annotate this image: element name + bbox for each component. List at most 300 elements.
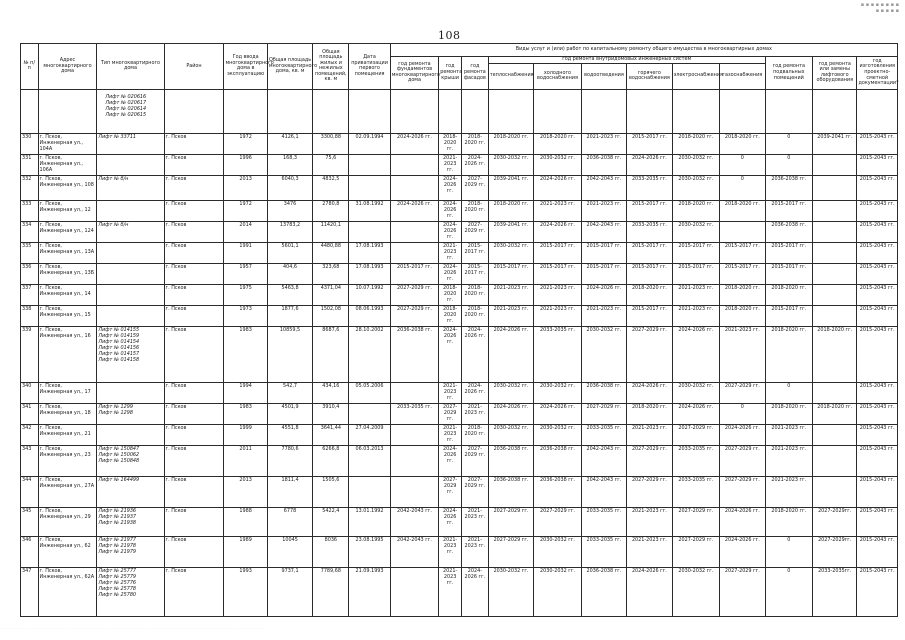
row-sewerage: 2042-2043 гг.	[581, 221, 626, 242]
row-district: г. Псков	[164, 327, 224, 383]
row-lift-list	[97, 263, 164, 284]
row-design-docs: 2015-2043 гг.	[857, 306, 898, 327]
row-address: г. Псков, Инженерная ул., 29	[38, 508, 97, 537]
row-basement: 0	[765, 155, 813, 176]
row-cold-water: 2024-2026 гг.	[534, 221, 582, 242]
header-living-area: Общая площадь жилых и нежилых помещений, кв. м	[313, 44, 349, 90]
row-design-docs: 2015-2043 гг.	[857, 445, 898, 476]
row-design-docs: 2015-2043 гг.	[857, 155, 898, 176]
row-number: 346	[21, 536, 39, 567]
row-year: 1994	[224, 382, 267, 403]
row-privatization-date: 06.03.2013	[349, 445, 390, 476]
row-number: 345	[21, 508, 39, 537]
row-fund-repair	[390, 221, 439, 242]
row-year: 1973	[224, 306, 267, 327]
row-lift-list	[97, 327, 164, 383]
row-facade: 2027-2029 гг.	[461, 477, 488, 508]
row-district: г. Псков	[164, 382, 224, 403]
row-fund-repair: 2036-2038 гг.	[390, 327, 439, 383]
row-district: г. Псков	[164, 568, 224, 617]
row-living-area: 4480,88	[313, 242, 349, 263]
row-heating: 2015-2017 гг.	[488, 263, 533, 284]
row-cold-water: 2021-2023 гг.	[534, 200, 582, 221]
table-row	[21, 327, 898, 383]
table-row	[21, 200, 898, 221]
row-living-area: 3641,44	[313, 424, 349, 445]
row-address: г. Псков, Инженерная ул., 108	[38, 176, 97, 200]
row-gas: 0	[720, 176, 765, 200]
row-fund-repair: 2042-2043 гг.	[390, 508, 439, 537]
row-hot-water: 2021-2023 гг.	[627, 424, 672, 445]
row-heating: 2036-2038 гг.	[488, 477, 533, 508]
row-total-area: 1811,4	[267, 477, 312, 508]
row-facade: 2027-2029 гг.	[461, 176, 488, 200]
row-sewerage: 2042-2043 гг.	[581, 445, 626, 476]
row-facade: 2015-2017 гг.	[461, 242, 488, 263]
row-heating: 2030-2032 гг.	[488, 155, 533, 176]
lift-item: Лифт № 150848	[98, 457, 140, 464]
row-gas: 2021-2023 гг.	[720, 327, 765, 383]
row-lift-list	[97, 221, 164, 242]
row-fund-repair	[390, 382, 439, 403]
row-cold-water: 2033-2035 гг.	[534, 327, 582, 383]
row-hot-water: 2027-2029 гг.	[627, 445, 672, 476]
row-district: г. Псков	[164, 284, 224, 305]
row-sewerage: 2021-2023 гг.	[581, 134, 626, 155]
row-address: г. Псков, Инженерная ул., 16	[38, 327, 97, 383]
header-hot-water: горячего водоснабжения	[627, 63, 672, 89]
row-total-area: 13783,2	[267, 221, 312, 242]
row-elevator	[813, 242, 857, 263]
row-cold-water: 2015-2017 гг.	[534, 263, 582, 284]
header-type: Тип многоквартирного дома	[97, 44, 164, 90]
row-sewerage: 2015-2017 гг.	[581, 242, 626, 263]
row-facade: 2015-2017 гг.	[461, 263, 488, 284]
header-fund-repair: год ремонта фундаментов многоквартирного дома	[390, 57, 439, 90]
row-total-area: 9737,1	[267, 568, 312, 617]
row-lift-list	[97, 477, 164, 508]
row-number: 338	[21, 306, 39, 327]
row-living-area: 8687,6	[313, 327, 349, 383]
row-year: 1991	[224, 242, 267, 263]
row-lift-list	[97, 508, 164, 537]
row-roof: 2024-2026 гг.	[439, 327, 462, 383]
row-electricity: 2030-2032 гг.	[672, 221, 720, 242]
row-cold-water: 2030-2032 гг.	[534, 568, 582, 617]
row-privatization-date: 28.10.2002	[349, 327, 390, 383]
row-total-area: 10859,5	[267, 327, 312, 383]
row-roof: 2018-2020 гг.	[439, 134, 462, 155]
row-sewerage: 2030-2032 гг.	[581, 327, 626, 383]
table-row	[21, 508, 898, 537]
row-electricity: 2021-2023 гг.	[672, 284, 720, 305]
row-year: 1983	[224, 327, 267, 383]
row-number: 343	[21, 445, 39, 476]
row-roof: 2018-2020 гг.	[439, 306, 462, 327]
row-elevator	[813, 200, 857, 221]
row-number: 347	[21, 568, 39, 617]
row-roof: 2021-2023 гг.	[439, 536, 462, 567]
row-lift-list	[97, 403, 164, 424]
lift-item: Лифт № 1298	[98, 409, 133, 416]
row-sewerage: 2024-2026 гг.	[581, 284, 626, 305]
row-total-area: 4126,1	[267, 134, 312, 155]
row-address: г. Псков, Инженерная ул., 17	[38, 382, 97, 403]
row-number: 344	[21, 477, 39, 508]
row-fund-repair: 2024-2026 гг.	[390, 200, 439, 221]
row-living-area: 6266,8	[313, 445, 349, 476]
row-fund-repair: 2042-2043 гг.	[390, 536, 439, 567]
row-heating: 2027-2029 гг.	[488, 536, 533, 567]
row-heating: 2039-2041 гг.	[488, 176, 533, 200]
row-hot-water: 2033-2035 гг.	[627, 221, 672, 242]
row-hot-water: 2027-2029 гг.	[627, 477, 672, 508]
row-fund-repair	[390, 155, 439, 176]
row-cold-water: 2021-2023 гг.	[534, 284, 582, 305]
row-address: г. Псков, Инженерная ул., 27А	[38, 477, 97, 508]
lift-item: Лифт № 25776	[98, 580, 137, 587]
row-sewerage: 2042-2043 гг.	[581, 477, 626, 508]
row-electricity: 2018-2020 гг.	[672, 200, 720, 221]
row-basement: 2015-2017 гг.	[765, 306, 813, 327]
lift-item: Лифт № 21938	[98, 520, 137, 527]
row-basement: 2018-2020 гг.	[765, 327, 813, 383]
row-gas: 2018-2020 гг.	[720, 134, 765, 155]
row-elevator	[813, 221, 857, 242]
row-heating: 2030-2032 гг.	[488, 568, 533, 617]
row-cold-water: 2027-2029 гг.	[534, 508, 582, 537]
row-fund-repair: 2027-2029 гг.	[390, 306, 439, 327]
row-district: г. Псков	[164, 155, 224, 176]
row-facade: 2021-2023 гг.	[461, 403, 488, 424]
lift-item: Лифт № 014154	[98, 339, 140, 346]
row-electricity: 2030-2032 гг.	[672, 568, 720, 617]
row-heating: 2039-2041 гг.	[488, 221, 533, 242]
row-total-area: 542,7	[267, 382, 312, 403]
row-address: г. Псков, Инженерная ул., 21	[38, 424, 97, 445]
row-cold-water: 2030-2032 гг.	[534, 536, 582, 567]
row-address: г. Псков, Инженерная ул., 124	[38, 221, 97, 242]
lift-item: Лифт № 33711	[98, 134, 137, 140]
row-roof: 2021-2023 гг.	[439, 424, 462, 445]
row-privatization-date: 13.01.1992	[349, 508, 390, 537]
row-facade: 2027-2029 гг.	[461, 445, 488, 476]
row-heating: 2030-2032 гг.	[488, 424, 533, 445]
row-lift-list	[97, 200, 164, 221]
row-fund-repair: 2024-2026 гг.	[390, 134, 439, 155]
row-cold-water: 2021-2023 гг.	[534, 306, 582, 327]
row-design-docs: 2015-2043 гг.	[857, 284, 898, 305]
row-address: г. Псков, Инженерная ул., 14	[38, 284, 97, 305]
row-basement: 2018-2020 гг.	[765, 403, 813, 424]
row-lift-list	[97, 176, 164, 200]
row-roof: 2024-2026 гг.	[439, 176, 462, 200]
lift-item: Лифт № 150847	[98, 445, 140, 452]
row-electricity: 2024-2026 гг.	[672, 327, 720, 383]
row-year: 1975	[224, 284, 267, 305]
row-electricity: 2027-2029 гг.	[672, 536, 720, 567]
row-hot-water: 2024-2026 гг.	[627, 568, 672, 617]
row-living-area: 4371,04	[313, 284, 349, 305]
lift-item: Лифт № 014157	[98, 351, 140, 358]
row-fund-repair	[390, 477, 439, 508]
row-fund-repair	[390, 242, 439, 263]
header-district: Район	[164, 44, 224, 90]
row-electricity: 2021-2023 гг.	[672, 306, 720, 327]
row-privatization-date: 17.08.1993	[349, 242, 390, 263]
row-year: 1988	[224, 508, 267, 537]
header-systems-group: год ремонта внутридомовых инженерных систем	[488, 57, 765, 64]
row-basement: 2015-2017 гг.	[765, 200, 813, 221]
lift-item: Лифт № 21977	[98, 536, 137, 543]
row-heating: 2030-2032 гг.	[488, 382, 533, 403]
row-privatization-date: 05.05.2006	[349, 382, 390, 403]
row-privatization-date: 10.07.1992	[349, 284, 390, 305]
row-elevator	[813, 155, 857, 176]
header-elevator: год ремонта или замены лифтового оборудования	[813, 57, 857, 90]
row-address: г. Псков, Инженерная ул., 62А	[38, 568, 97, 617]
row-heating: 2021-2023 гг.	[488, 306, 533, 327]
row-facade: 2021-2023 гг.	[461, 536, 488, 567]
row-cold-water: 2036-2038 гг.	[534, 445, 582, 476]
table-row	[21, 424, 898, 445]
table-row	[21, 176, 898, 200]
row-number: 340	[21, 382, 39, 403]
header-basement: год ремонта подвальных помещений	[765, 57, 813, 90]
lift-item: Лифт № 21979	[98, 548, 137, 555]
row-heating: 2036-2038 гг.	[488, 445, 533, 476]
row-lift-list	[97, 568, 164, 617]
table-row	[21, 306, 898, 327]
row-year: 1972	[224, 134, 267, 155]
corner-stamp: ▪ ▪ ▪ ▪ ▪ ▪ ▪ ▪ ▪ ▪ ▪ ▪ ▪	[860, 2, 899, 14]
row-district: г. Псков	[164, 445, 224, 476]
row-roof: 2024-2026 гг.	[439, 508, 462, 537]
row-elevator	[813, 306, 857, 327]
table-row	[21, 263, 898, 284]
row-basement: 0	[765, 382, 813, 403]
row-living-area: 7789,68	[313, 568, 349, 617]
row-lift-list	[97, 445, 164, 476]
lift-item: Лифт № 25777	[98, 568, 137, 575]
lift-item: Лифт № 21936	[98, 508, 137, 515]
table-row	[21, 403, 898, 424]
footer-scan-noise: · · · · · · · · · · · · · · · · · · · · · · · · · · · · · · · · · · · · · · · · · · · · · · · · · · · · · · · · · · · · · · · · · · · · · · · · · · · · · · · · · · · · · · · · · · · · · · · · · · · · · · · · · · · · · · · · · · · · · · · · · · · · · · · · · · · · · · · · · · · · ·	[0, 626, 268, 630]
row-number: 341	[21, 403, 39, 424]
row-hot-water: 2018-2020 гг.	[627, 284, 672, 305]
row-total-area: 168,3	[267, 155, 312, 176]
lift-item: Лифт № 014159	[98, 333, 140, 340]
row-cold-water: 2018-2020 гг.	[534, 134, 582, 155]
row-facade: 2018-2020 гг.	[461, 306, 488, 327]
row-elevator	[813, 477, 857, 508]
row-lift-list	[97, 306, 164, 327]
row-number: 331	[21, 155, 39, 176]
row-gas: 2027-2029 гг.	[720, 382, 765, 403]
row-number: 333	[21, 200, 39, 221]
lift-item: Лифт № 020617	[105, 99, 147, 106]
row-roof: 2021-2023 гг.	[439, 568, 462, 617]
row-design-docs: 2015-2043 гг.	[857, 134, 898, 155]
table-row	[21, 536, 898, 567]
row-gas: 2024-2026 гг.	[720, 508, 765, 537]
row-gas: 2027-2029 гг.	[720, 445, 765, 476]
row-sewerage: 2027-2029 гг.	[581, 403, 626, 424]
row-total-area: 4501,9	[267, 403, 312, 424]
header-total-area: Общая площадь многоквартирного дома, кв. м	[267, 44, 312, 90]
row-facade: 2024-2026 гг.	[461, 568, 488, 617]
row-number: 335	[21, 242, 39, 263]
row-electricity: 2018-2020 гг.	[672, 134, 720, 155]
row-living-area: 3910,4	[313, 403, 349, 424]
row-design-docs: 2015-2043 гг.	[857, 263, 898, 284]
row-design-docs: 2015-2043 гг.	[857, 403, 898, 424]
table-row	[21, 382, 898, 403]
row-address: г. Псков, Инженерная ул., 15	[38, 306, 97, 327]
row-elevator: 2027-2029гг.	[813, 536, 857, 567]
row-number: 334	[21, 221, 39, 242]
row-district: г. Псков	[164, 200, 224, 221]
row-elevator	[813, 445, 857, 476]
row-cold-water: 2030-2032 гг.	[534, 424, 582, 445]
table-row	[21, 568, 898, 617]
row-hot-water: 2021-2023 гг.	[627, 508, 672, 537]
row-number: 336	[21, 263, 39, 284]
row-number: 332	[21, 176, 39, 200]
row-total-area: 3476	[267, 200, 312, 221]
row-address: г. Псков, Инженерная ул., 104А	[38, 134, 97, 155]
header-heating: теплоснабжения	[488, 63, 533, 89]
row-lift-list	[97, 382, 164, 403]
row-living-area: 11420,1	[313, 221, 349, 242]
row-lift-list	[97, 155, 164, 176]
row-sewerage: 2036-2038 гг.	[581, 568, 626, 617]
row-total-area: 5601,1	[267, 242, 312, 263]
lift-item: Лифт № б/н	[98, 221, 129, 228]
row-lift-list	[97, 134, 164, 155]
table-row	[21, 134, 898, 155]
lift-item: Лифт № 014156	[98, 345, 140, 352]
row-total-area: 6778	[267, 508, 312, 537]
row-facade: 2018-2020 гг.	[461, 200, 488, 221]
row-gas: 0	[720, 403, 765, 424]
row-address: г. Псков, Инженерная ул., 13А	[38, 242, 97, 263]
row-elevator: 2033-2035гг.	[813, 568, 857, 617]
row-gas	[720, 221, 765, 242]
row-design-docs: 2015-2043 гг.	[857, 382, 898, 403]
table-row	[21, 155, 898, 176]
row-elevator	[813, 176, 857, 200]
row-privatization-date	[349, 155, 390, 176]
row-year: 2013	[224, 176, 267, 200]
row-year: 1957	[224, 263, 267, 284]
row-sewerage: 2036-2038 гг.	[581, 155, 626, 176]
row-basement: 2015-2017 гг.	[765, 242, 813, 263]
row-elevator: 2039-2041 гг.	[813, 134, 857, 155]
table-row	[21, 242, 898, 263]
row-year: 1999	[224, 424, 267, 445]
row-address: г. Псков, Инженерная ул., 13Б	[38, 263, 97, 284]
row-roof: 2024-2026 гг.	[439, 263, 462, 284]
row-facade: 2021-2023 гг.	[461, 508, 488, 537]
row-number: 330	[21, 134, 39, 155]
row-basement: 0	[765, 536, 813, 567]
row-facade: 2027-2029 гг.	[461, 221, 488, 242]
row-privatization-date	[349, 477, 390, 508]
row-elevator	[813, 424, 857, 445]
row-basement: 2015-2017 гг.	[765, 263, 813, 284]
header-works-group: Виды услуг и (или) работ по капитальному ремонту общего имущества в многоквартирных домах	[390, 44, 897, 57]
row-district: г. Псков	[164, 536, 224, 567]
row-cold-water: 2030-2032 гг.	[534, 382, 582, 403]
row-heating: 2021-2023 гг.	[488, 284, 533, 305]
row-electricity: 2027-2029 гг.	[672, 508, 720, 537]
row-heating: 2024-2026 гг.	[488, 403, 533, 424]
row-address: г. Псков, Инженерная ул., 62	[38, 536, 97, 567]
row-total-area: 1877,6	[267, 306, 312, 327]
row-elevator: 2027-2029гг.	[813, 508, 857, 537]
row-design-docs: 2015-2043 гг.	[857, 242, 898, 263]
lift-item: Лифт № 150062	[98, 451, 140, 458]
row-lift-list	[97, 284, 164, 305]
row-lift-list	[97, 242, 164, 263]
page-number: 108	[438, 29, 461, 42]
row-facade: 2018-2020 гг.	[461, 424, 488, 445]
row-total-area: 404,6	[267, 263, 312, 284]
row-basement: 2036-2038 гг.	[765, 221, 813, 242]
row-electricity: 2030-2032 гг.	[672, 155, 720, 176]
row-roof: 2024-2026 гг.	[439, 221, 462, 242]
row-cold-water: 2015-2017 гг.	[534, 242, 582, 263]
lift-item: Лифт № 25778	[98, 586, 137, 593]
row-cold-water: 2024-2026 гг.	[534, 176, 582, 200]
lift-item: Лифт № 1299	[98, 403, 133, 410]
header-num: № п/п	[21, 44, 39, 90]
header-year-built: Год ввода многоквартирного дома в эксплуатацию	[224, 44, 267, 90]
row-gas: 2015-2017 гг.	[720, 242, 765, 263]
header-gas: газоснабжения	[720, 63, 765, 89]
header-cold-water: холодного водоснабжения	[534, 63, 582, 89]
row-facade: 2018-2020 гг.	[461, 284, 488, 305]
row-electricity: 2027-2029 гг.	[672, 424, 720, 445]
row-heating: 2018-2020 гг.	[488, 200, 533, 221]
row-living-area: 1502,08	[313, 306, 349, 327]
row-basement: 2018-2020 гг.	[765, 284, 813, 305]
row-fund-repair: 2027-2029 гг.	[390, 284, 439, 305]
row-living-area: 323,68	[313, 263, 349, 284]
row-electricity: 2033-2035 гг.	[672, 445, 720, 476]
row-total-area: 5463,8	[267, 284, 312, 305]
row-gas: 2024-2026 гг.	[720, 424, 765, 445]
row-district: г. Псков	[164, 134, 224, 155]
row-electricity: 2015-2017 гг.	[672, 242, 720, 263]
header-roof: год ремонта крыши	[439, 57, 462, 90]
row-design-docs: 2015-2043 гг.	[857, 508, 898, 537]
row-basement: 0	[765, 134, 813, 155]
row-gas: 2018-2020 гг.	[720, 200, 765, 221]
lift-item: Лифт № 21978	[98, 542, 137, 549]
row-sewerage: 2021-2023 гг.	[581, 200, 626, 221]
row-fund-repair	[390, 424, 439, 445]
row-district: г. Псков	[164, 403, 224, 424]
row-living-area: 1505,6	[313, 477, 349, 508]
row-heating: 2027-2029 гг.	[488, 508, 533, 537]
row-facade: 2024-2026 гг.	[461, 155, 488, 176]
row-district: г. Псков	[164, 176, 224, 200]
row-hot-water: 2018-2020 гг.	[627, 403, 672, 424]
row-sewerage: 2021-2023 гг.	[581, 306, 626, 327]
row-hot-water: 2015-2017 гг.	[627, 134, 672, 155]
